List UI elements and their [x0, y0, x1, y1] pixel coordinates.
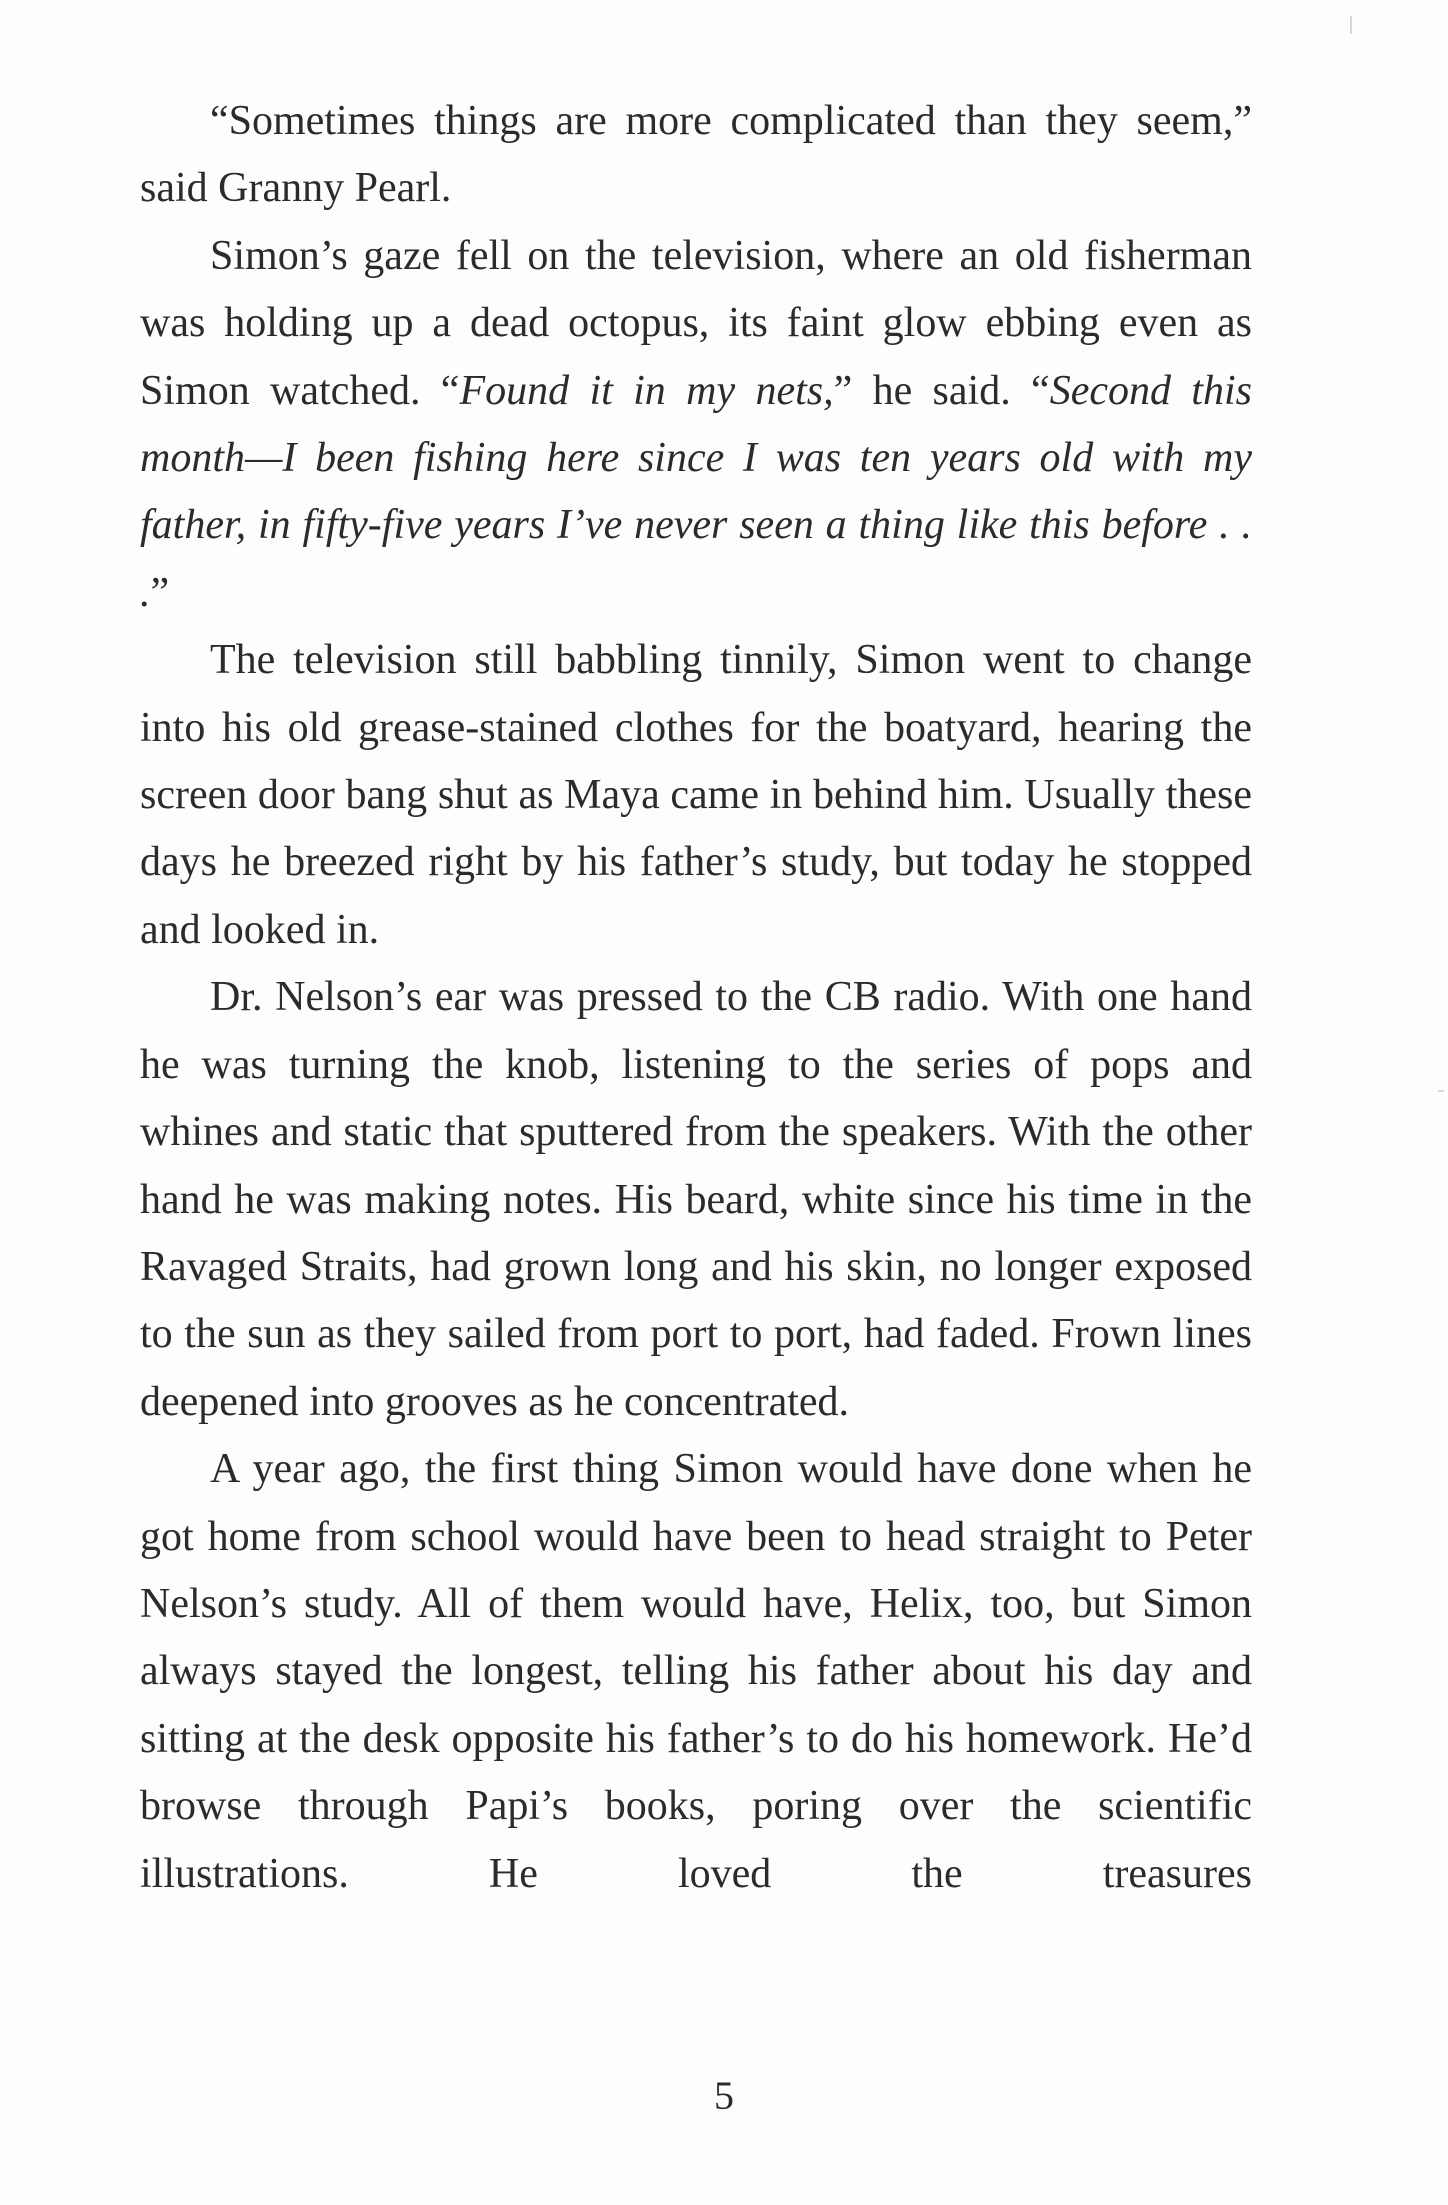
text-run: Simon’s gaze fell on the television, where an old fisherman was holding up a dead octopus, its faint glow ebbing even as Simon watched. “: [140, 232, 1252, 414]
scan-speck: [1438, 1090, 1444, 1092]
paragraph: [140, 1436, 1252, 1908]
italic-text: Second this month—I been fishing here since I was ten years old with my father, in fifty-five years I’ve never seen a thing like this before . . .: [140, 367, 1252, 616]
text-run: The television still babbling tinnily, Simon went to change into his old grease-stained clothes for the boatyard, hearing the screen door bang shut as Maya came in behind him. Usually these days he breezed right by his father’s study, but today he stopped and looked in.: [140, 637, 1252, 953]
paragraph: [140, 88, 1252, 223]
italic-text: Found it in my nets,: [459, 367, 834, 414]
text-run: ”: [150, 569, 170, 616]
paragraph: [140, 223, 1252, 627]
paragraph: [140, 627, 1252, 964]
paragraph: [140, 964, 1252, 1436]
page-number: 5: [714, 2073, 734, 2118]
text-run: Dr. Nelson’s ear was pressed to the CB radio. With one hand he was turning the knob, listening to the series of pops and whines and static that sputtered from the speakers. With the other hand he was making notes. His beard, white since his time in the Ravaged Straits, had grown long and his skin, no longer exposed to the sun as they sailed from port to port, had faded. Frown lines deepened into grooves as he concentrated.: [140, 974, 1252, 1425]
text-run: A year ago, the first thing Simon would have done when he got home from school would have been to head straight to Peter Nelson’s study. All of them would have, Helix, too, but Simon always stayed the longest, telling his father about his day and sitting at the desk opposite his father’s to do his homework. He’d browse through Papi’s books, poring over the scientific illustrations. He loved the treasures: [140, 1446, 1252, 1897]
body-text: [140, 88, 1252, 1908]
scan-speck: [1350, 16, 1352, 34]
text-run: “Sometimes things are more complicated than they seem,” said Granny Pearl.: [140, 98, 1252, 212]
text-run: ” he said. “: [833, 367, 1050, 414]
